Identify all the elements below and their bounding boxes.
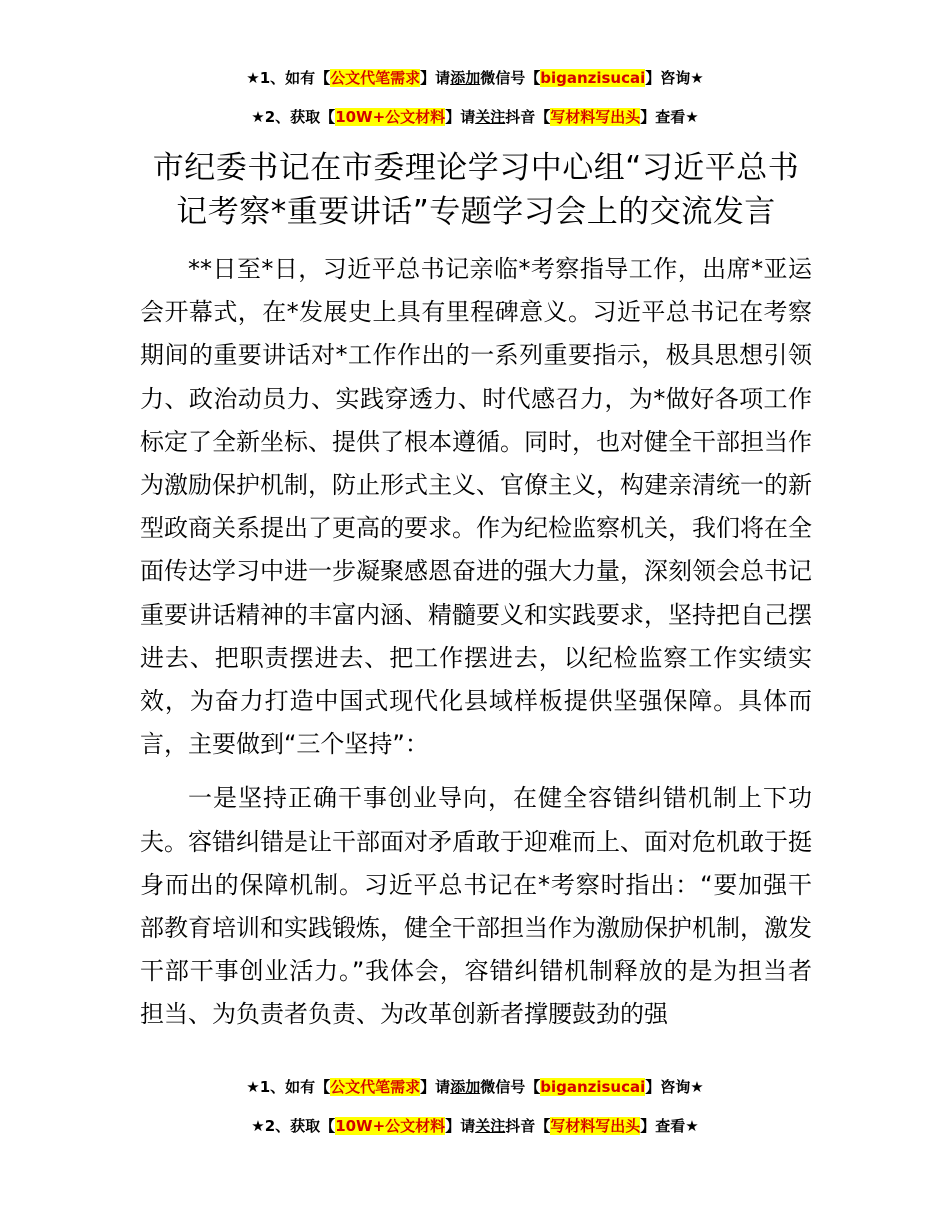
document-title: 市纪委书记在市委理论学习中心组“习近平总书记考察*重要讲话”专题学习会上的交流发言 [152, 150, 800, 230]
promo-underline: 关注 [475, 1117, 506, 1135]
promo-underline: 添加 [450, 69, 481, 87]
body-paragraph: **日至*日，习近平总书记亲临*考察指导工作，出席*亚运会开幕式，在*发展史上具有里程碑意义。习近平总书记在考察期间的重要讲话对*工作作出的一系列重要指示，极具思想引领力、政治动员力、实践穿透力、时代感召力，为*做好各项工作标定了全新坐标、提供了根本遵循。同时，也对健全干部担当作为激励保护机制，防止形式主义、官僚主义，构建亲清统一的新型政商关系提出了更高的要求。作为纪检监察机关，我们将在全面传达学习中进一步凝聚感恩奋进的强大力量，深刻领会总书记重要讲话精神的丰富内涵、精髓要义和实践要求，坚持把自己摆进去、把职责摆进去、把工作摆进去，以纪检监察工作实绩实效，为奋力打造中国式现代化县域样板提供坚强保障。具体而言，主要做到“三个坚持”： [140, 255, 812, 759]
body-paragraph: 一是坚持正确干事创业导向，在健全容错纠错机制上下功夫。容错纠错是让干部面对矛盾敢于迎难而上、面对危机敢于挺身而出的保障机制。习近平总书记在*考察时指出：“要加强干部教育培训和实践锻炼，健全干部担当作为激励保护机制，激发干部干事创业活力。”我体会，容错纠错机制释放的是为担当者担当、为负责者负责、为改革创新者撑腰鼓劲的强 [140, 784, 812, 1029]
promo-text: ★1、如有【 [246, 69, 331, 87]
promo-text: 】咨询★ [645, 1078, 704, 1096]
promo-text: 】请 [420, 69, 451, 87]
promo-highlight: 写材料写出头 [550, 108, 641, 126]
promo-text: 微信号【 [480, 69, 541, 87]
promo-text: 】请 [445, 108, 476, 126]
promo-underline: 添加 [450, 1078, 481, 1096]
promo-highlight: 10W+公文材料 [335, 1117, 446, 1135]
promo-text: 】查看★ [640, 1117, 699, 1135]
promo-text: ★1、如有【 [246, 1078, 331, 1096]
promo-text: 】查看★ [640, 108, 699, 126]
header-promo-line-1 [0, 67, 950, 89]
promo-text: 抖音【 [505, 108, 551, 126]
promo-highlight: biganzisucai [540, 69, 646, 87]
promo-underline: 关注 [475, 108, 506, 126]
promo-highlight: 公文代笔需求 [330, 69, 421, 87]
promo-highlight: 写材料写出头 [550, 1117, 641, 1135]
promo-text: 】咨询★ [645, 69, 704, 87]
promo-highlight: 10W+公文材料 [335, 108, 446, 126]
promo-text: ★2、获取【 [251, 1117, 336, 1135]
footer-promo-line-1 [0, 1076, 950, 1098]
promo-text: 微信号【 [480, 1078, 541, 1096]
promo-text: ★2、获取【 [251, 108, 336, 126]
footer-promo-line-2 [0, 1115, 950, 1137]
promo-highlight: 公文代笔需求 [330, 1078, 421, 1096]
header-promo-line-2 [0, 106, 950, 128]
promo-highlight: biganzisucai [540, 1078, 646, 1096]
document-body [140, 248, 812, 1037]
promo-text: 】请 [420, 1078, 451, 1096]
promo-text: 抖音【 [505, 1117, 551, 1135]
promo-text: 】请 [445, 1117, 476, 1135]
